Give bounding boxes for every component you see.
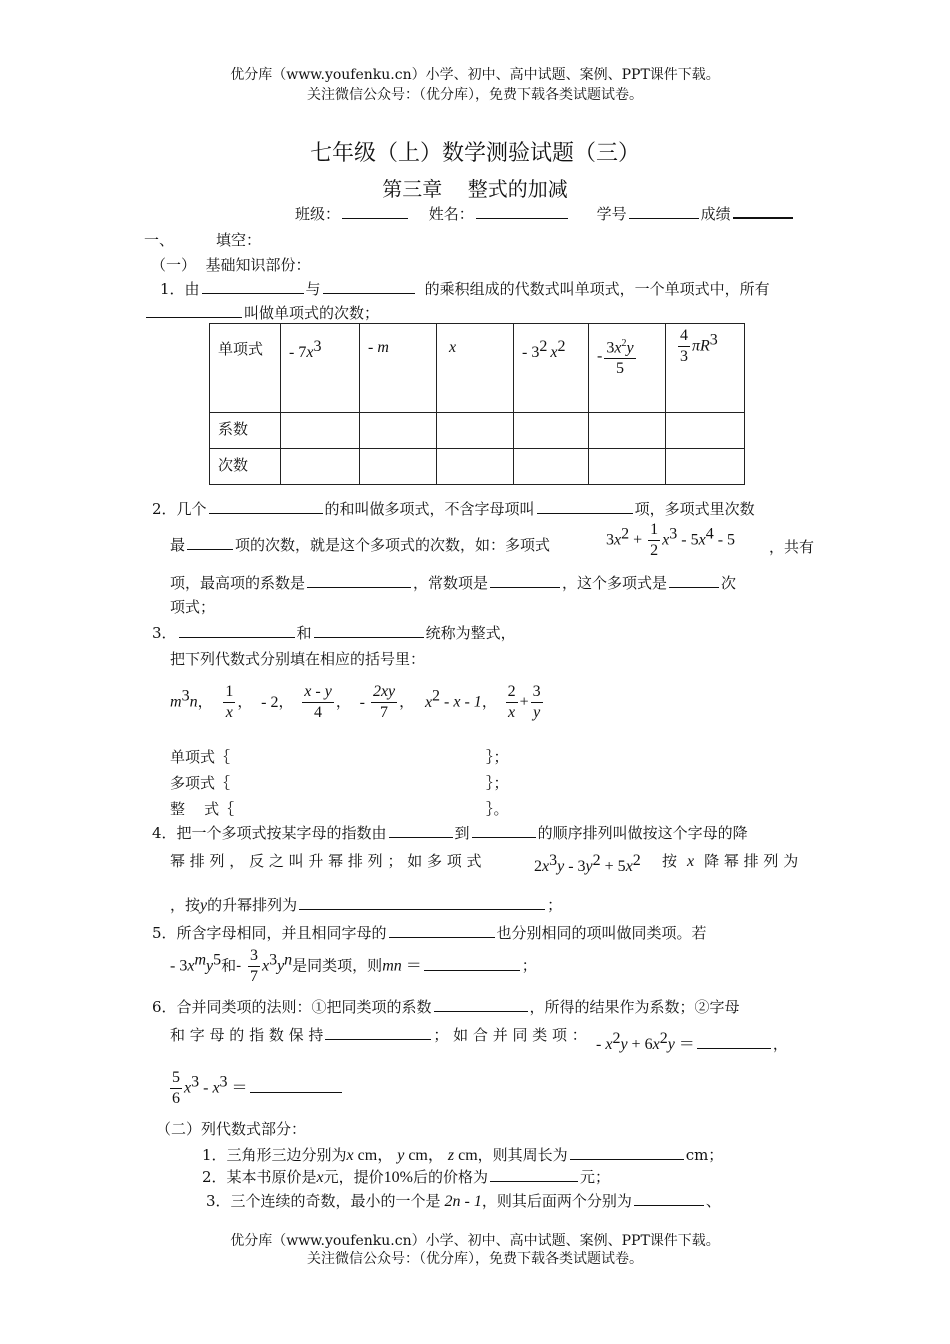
- question-2-line-2: 最 项的次数，就是这个多项式的次数，如：多项式: [170, 536, 551, 554]
- q1-text-c: 的乘积组成的代数式叫单项式，一个单项式中，所有: [424, 280, 770, 298]
- coef-cell-1[interactable]: [281, 413, 360, 449]
- section-label: 填空：: [216, 231, 262, 249]
- question-6-line-1: 6．合并同类项的法则：①把同类项的系数 ，所得的结果作为系数；②字母: [152, 998, 740, 1016]
- monomial-3: x: [437, 324, 514, 413]
- q2-blank-1[interactable]: [209, 499, 323, 514]
- question-1-line-1: [160, 278, 770, 299]
- footer-line-2: 关注微信公众号：（优分库），免费下载各类试题试卷。: [307, 1251, 643, 1267]
- question-1-line-2: [144, 302, 379, 323]
- q4-polynomial: $2x^3y - 3y^2 + 5x^2$: [534, 852, 641, 875]
- q5-blank-2[interactable]: [424, 956, 520, 971]
- q1-blank-1[interactable]: [202, 279, 304, 294]
- part2-question-3: 3．三个连续的奇数，最小的一个是 2n - 1，则其后面两个分别为 、: [206, 1192, 721, 1210]
- score-blank[interactable]: [733, 203, 793, 219]
- coef-cell-3[interactable]: [437, 413, 514, 449]
- p1-blank[interactable]: [570, 1145, 684, 1160]
- q6-blank-2[interactable]: [325, 1025, 431, 1040]
- row-label-monomial: 单项式: [210, 324, 281, 413]
- degree-cell-1[interactable]: [281, 449, 360, 485]
- monomial-table: [209, 323, 745, 485]
- q5-blank-1[interactable]: [389, 923, 495, 938]
- category-monomial: 单项式｛: [170, 748, 231, 766]
- page-subtitle: 第三章 整式的加减: [382, 177, 568, 201]
- q3-expression-list: $m^3n$， $\frac{1}{x}$ ， - 2， $\frac{x - y}{4}$ ， - $\frac{2xy}{7}$ ， $x^2$ - x - 1， $\frac{2}{x}$ + $\frac{3}{y}$: [170, 683, 541, 721]
- row-label-coefficient: 系数: [210, 413, 281, 449]
- q6-blank-1[interactable]: [434, 997, 528, 1012]
- q6-expression-2: $\frac{5}{6}$ $x^3 - x^3$ ＝: [170, 1068, 344, 1109]
- q3-blank-2[interactable]: [314, 623, 424, 638]
- name-blank[interactable]: [476, 204, 568, 219]
- monomial-4: - $3^2$ $x^2$: [514, 324, 589, 413]
- q3-blank-1[interactable]: [179, 623, 295, 638]
- part2-question-1: 1．三角形三边分别为x cm， y cm， z cm，则其周长为 cm；: [202, 1146, 724, 1164]
- q4-text-e: 按 x 降 幂 排 列 为: [662, 852, 799, 870]
- category-polynomial-end: ｝；: [486, 774, 509, 792]
- question-4-line-1: 4．把一个多项式按某字母的指数由 到 的顺序排列叫做按这个字母的降: [152, 824, 748, 842]
- q4-blank-3[interactable]: [299, 895, 545, 910]
- number-blank[interactable]: [629, 204, 699, 219]
- q2-blank-6[interactable]: [669, 573, 719, 588]
- question-5-line-1: 5．所含字母相同，并且相同字母的 也分别相同的项叫做同类项。若: [152, 924, 707, 942]
- p3-blank[interactable]: [634, 1191, 704, 1206]
- category-integral-end: ｝。: [486, 800, 509, 818]
- page-title: 七年级（上）数学测验试题（三）: [309, 141, 640, 166]
- degree-cell-5[interactable]: [589, 449, 666, 485]
- q1-blank-3[interactable]: [146, 303, 242, 318]
- q4-blank-2[interactable]: [472, 823, 536, 838]
- class-label: 班级：: [295, 205, 341, 223]
- monomial-6: $\frac{4}{3}$ $\pi R^3$: [666, 324, 745, 413]
- question-5-line-2: - $3x^my^5$和- $\frac{3}{7}$ $x^3y^n$是同类项，则mn ＝ ；: [170, 947, 537, 985]
- part1-heading: （一） 基础知识部份：: [151, 256, 311, 274]
- q2-blank-5[interactable]: [490, 573, 560, 588]
- coef-cell-4[interactable]: [514, 413, 589, 449]
- category-polynomial: 多项式｛: [170, 774, 231, 792]
- question-4-line-3: ，按y的升幂排列为 ；: [170, 896, 563, 914]
- question-6-line-2: 和 字 母 的 指 数 保 持 ； 如 合 并 同 类 项 ：: [170, 1026, 587, 1044]
- part2-question-2: 2．某本书原价是x元，提价10%后的价格为 元；: [202, 1168, 611, 1186]
- question-4-line-2: 幂 排 列 ， 反 之 叫 升 幂 排 列 ； 如 多 项 式: [170, 852, 482, 870]
- coef-cell-2[interactable]: [360, 413, 437, 449]
- question-3-line-2: 把下列代数式分别填在相应的括号里：: [170, 650, 426, 668]
- student-info: [295, 203, 795, 224]
- degree-cell-6[interactable]: [666, 449, 745, 485]
- number-label: 学号: [596, 205, 627, 223]
- q1-text-b: 与: [305, 280, 321, 298]
- category-monomial-end: ｝；: [486, 748, 509, 766]
- class-blank[interactable]: [342, 204, 408, 219]
- row-label-degree: 次数: [210, 449, 281, 485]
- question-2-line-3: 项，最高项的系数是 ，常数项是 ，这个多项式是 次: [170, 574, 737, 592]
- header-line-1: 优分库（www.youfenku.cn）小学、初中、高中试题、案例、PPT课件下载。: [230, 67, 720, 83]
- section-heading: [144, 229, 261, 250]
- p2-blank[interactable]: [490, 1167, 578, 1182]
- q2-text-f: ，共有: [769, 538, 815, 556]
- q6-blank-3[interactable]: [697, 1034, 771, 1049]
- q4-blank-1[interactable]: [389, 823, 453, 838]
- header-line-2: 关注微信公众号：（优分库），免费下载各类试题试卷。: [307, 87, 643, 103]
- score-label: 成绩: [700, 205, 731, 223]
- part2-heading: （二）列代数式部分：: [156, 1120, 307, 1138]
- coef-cell-6[interactable]: [666, 413, 745, 449]
- section-number: 一、: [144, 231, 175, 249]
- monomial-2: - m: [360, 324, 437, 413]
- monomial-5: - $\frac{3x^2y}{5}$: [589, 324, 666, 413]
- question-3-line-1: 3． 和 统称为整式，: [152, 624, 516, 642]
- q6-blank-4[interactable]: [250, 1078, 342, 1093]
- q2-blank-4[interactable]: [307, 573, 411, 588]
- q2-blank-2[interactable]: [537, 499, 633, 514]
- degree-cell-2[interactable]: [360, 449, 437, 485]
- question-2-line-4: 项式；: [170, 598, 216, 616]
- category-integral: 整 式｛: [170, 800, 235, 818]
- coef-cell-5[interactable]: [589, 413, 666, 449]
- degree-cell-4[interactable]: [514, 449, 589, 485]
- q2-blank-3[interactable]: [187, 535, 233, 550]
- degree-cell-3[interactable]: [437, 449, 514, 485]
- monomial-1: - $7x^3$: [281, 324, 360, 413]
- question-2-line-1: 2．几个 的和叫做多项式，不含字母项叫 项，多项式里次数: [152, 500, 755, 518]
- q1-text-d: 叫做单项式的次数；: [244, 304, 380, 322]
- q1-blank-2[interactable]: [323, 279, 415, 294]
- q6-expression-1: - $x^2y + 6x^2y$ ＝ ，: [596, 1030, 788, 1053]
- q1-text-a: 1．由: [160, 280, 200, 298]
- footer-line-1: 优分库（www.youfenku.cn）小学、初中、高中试题、案例、PPT课件下载。: [230, 1233, 720, 1249]
- name-label: 姓名：: [428, 205, 474, 223]
- q2-polynomial: $3x^2$ + $\frac{1}{2}$ $x^3 - 5x^4 - 5$: [606, 521, 736, 559]
